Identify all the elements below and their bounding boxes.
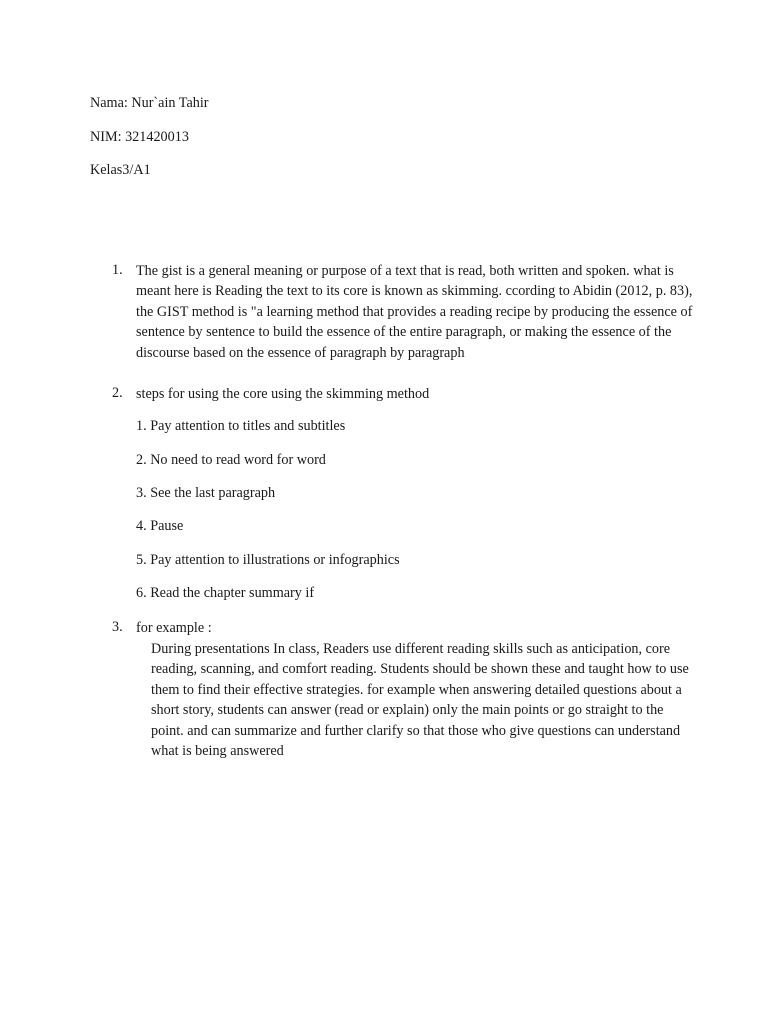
- answer-2-text: steps for using the core using the skimming method: [136, 386, 430, 402]
- step-item: 4. Pause: [136, 518, 184, 534]
- answer-3-text: for example :: [136, 620, 212, 636]
- step-item: 6. Read the chapter summary if: [136, 585, 315, 601]
- example-paragraph: During presentations In class, Readers use different reading skills such as anticipation, core reading, scanning, and comfort reading. Students should be shown these and taught how to use them to find their effective strategies. for example when answering detailed questions about a short story, students can answer (read or explain) only the main points or go straight to the point. and can summarize and further clarify so that those who give questions can understand what is being answered: [151, 641, 689, 760]
- step-item: 5. Pay attention to illustrations or infographics: [136, 552, 400, 568]
- step-item: 1. Pay attention to titles and subtitles: [136, 418, 346, 434]
- step-item: 3. See the last paragraph: [136, 485, 276, 501]
- list-number-2: 2.: [112, 385, 123, 401]
- step-item: 2. No need to read word for word: [136, 452, 326, 468]
- student-class: Kelas3/A1: [90, 162, 151, 178]
- answer-1-text: The gist is a general meaning or purpose of a text that is read, both written and spoken. what is meant here is Reading the text to its core is known as skimming. ccording to Abidin (2012, p. 83), the GIST method is "a learning method that provides a reading recipe by producing the essence of sentence by sentence to build the essence of the entire paragraph, or making the essence of the discourse based on the essence of paragraph by paragraph: [136, 263, 693, 361]
- student-nim: NIM: 321420013: [90, 129, 189, 145]
- list-number-1: 1.: [112, 262, 123, 278]
- student-name: Nama: Nur`ain Tahir: [90, 95, 209, 111]
- list-number-3: 3.: [112, 619, 123, 635]
